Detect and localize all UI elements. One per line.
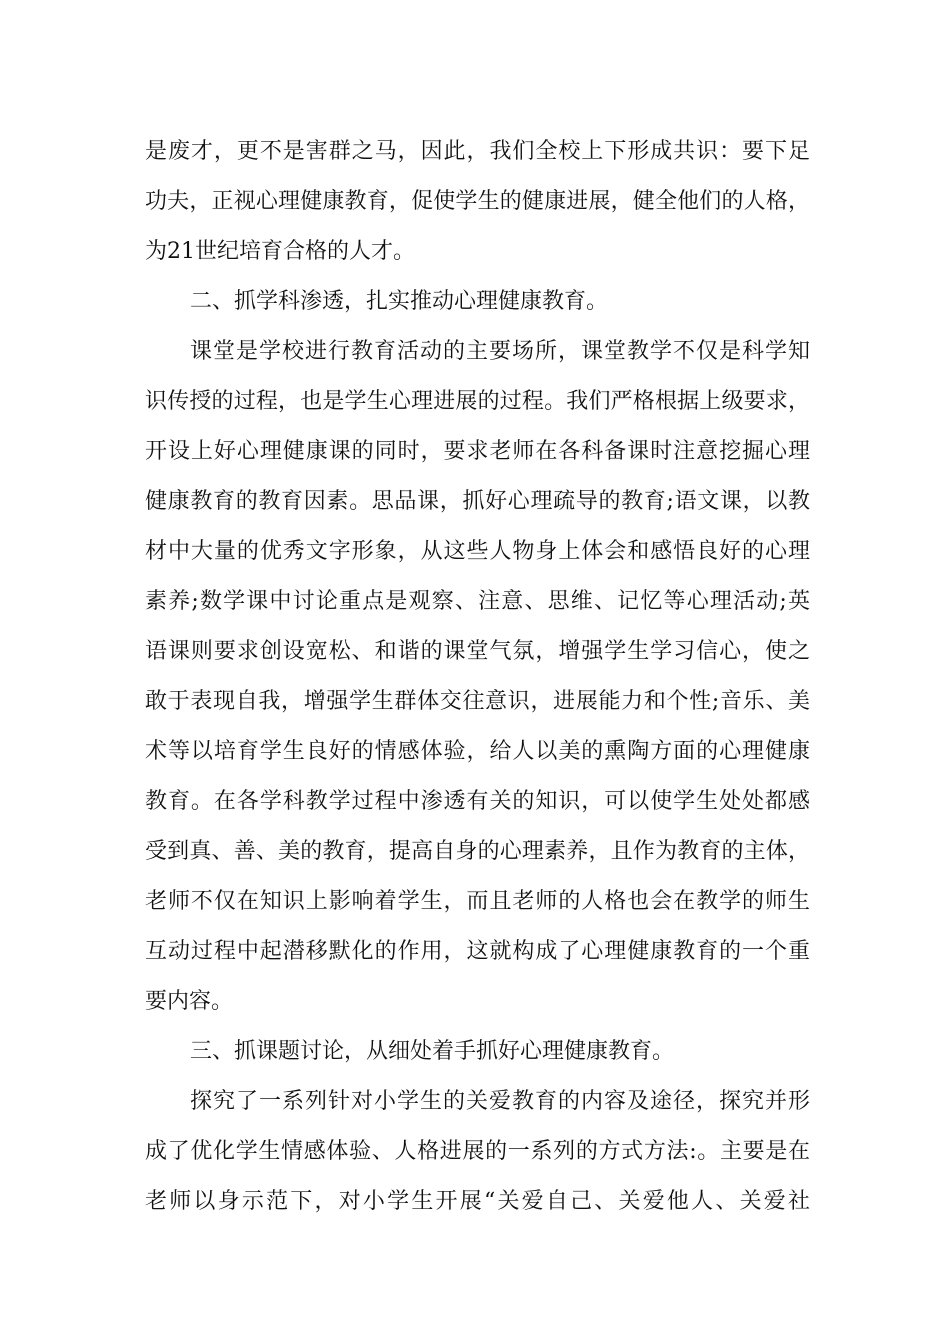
body-text-line: 敢于表现自我，增强学生群体交往意识，进展能力和个性;音乐、美	[145, 689, 810, 714]
body-text-line: 识传授的过程，也是学生心理进展的过程。我们严格根据上级要求，	[145, 389, 810, 414]
section-heading-2: 二、抓学科渗透，扎实推动心理健康教育。	[190, 289, 609, 314]
body-text-line: 健康教育的教育因素。思品课，抓好心理疏导的教育;语文课，以教	[145, 489, 810, 514]
body-text-line: 成了优化学生情感体验、人格进展的一系列的方式方法:。主要是在	[145, 1139, 810, 1164]
body-text-line: 功夫，正视心理健康教育，促使学生的健康进展，健全他们的人格，	[145, 189, 810, 214]
body-text-line: 课堂是学校进行教育活动的主要场所，课堂教学不仅是科学知	[190, 339, 810, 364]
body-text-line: 是废才，更不是害群之马，因此，我们全校上下形成共识：要下足	[145, 139, 810, 164]
body-text-line: 互动过程中起潜移默化的作用，这就构成了心理健康教育的一个重	[145, 939, 810, 964]
body-text-line: 老师不仅在知识上影响着学生，而且老师的人格也会在教学的师生	[145, 889, 810, 914]
body-text-line: 开设上好心理健康课的同时，要求老师在各科备课时注意挖掘心理	[145, 439, 810, 464]
body-text-line: 素养;数学课中讨论重点是观察、注意、思维、记忆等心理活动;英	[145, 589, 810, 614]
body-text-line: 受到真、善、美的教育，提高自身的心理素养，且作为教育的主体，	[145, 839, 810, 864]
body-text-line: 老师以身示范下，对小学生开展“关爱自己、关爱他人、关爱社	[145, 1189, 810, 1214]
body-text-line: 探究了一系列针对小学生的关爱教育的内容及途径，探究并形	[190, 1089, 810, 1114]
body-text-line: 为21世纪培育合格的人才。	[145, 239, 415, 264]
body-text-line: 材中大量的优秀文字形象，从这些人物身上体会和感悟良好的心理	[145, 539, 810, 564]
body-text-line: 教育。在各学科教学过程中渗透有关的知识，可以使学生处处都感	[145, 789, 810, 814]
section-heading-3: 三、抓课题讨论，从细处着手抓好心理健康教育。	[190, 1039, 675, 1064]
body-text-line: 术等以培育学生良好的情感体验，给人以美的熏陶方面的心理健康	[145, 739, 810, 764]
body-text-line: 要内容。	[145, 989, 234, 1014]
body-text-line: 语课则要求创设宽松、和谐的课堂气氛，增强学生学习信心，使之	[145, 639, 810, 664]
